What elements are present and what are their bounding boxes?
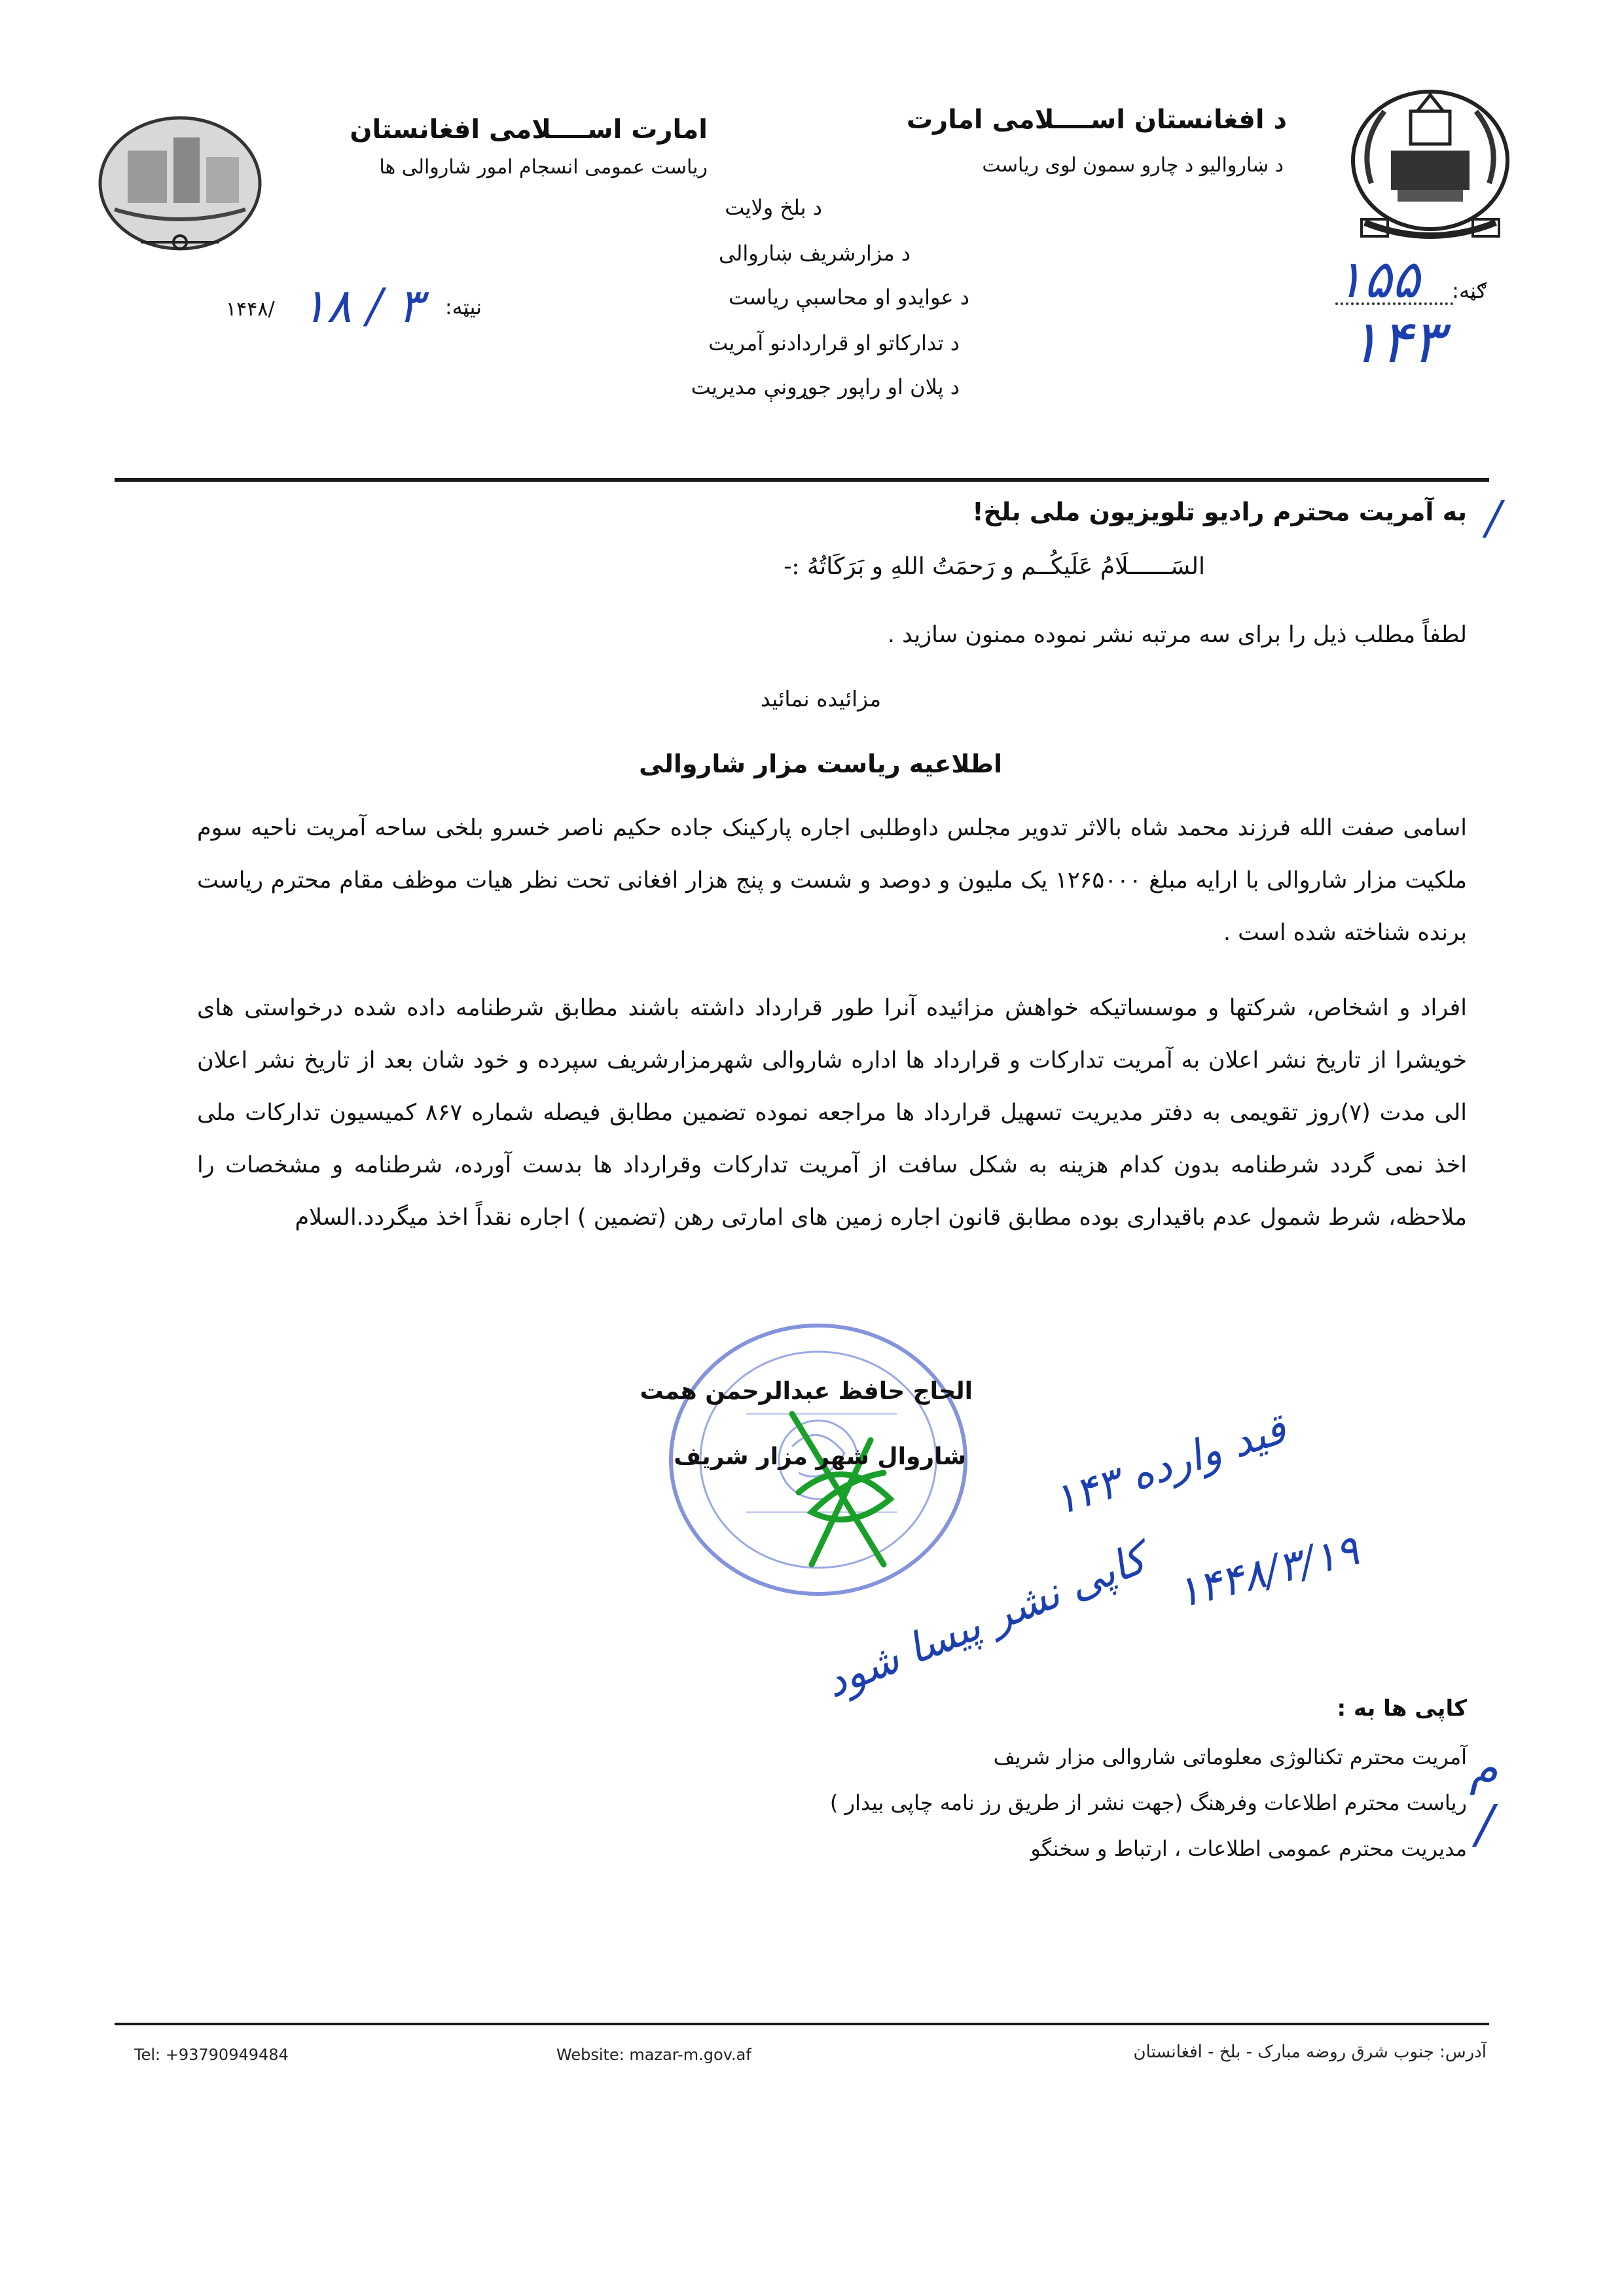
- green-signature: [772, 1401, 916, 1571]
- signatory-name: الحاج حافظ عبدالرحمن همت: [640, 1378, 973, 1405]
- handwritten-note: ۱۴۴۸/۳/۱۹: [1172, 1526, 1364, 1618]
- municipality-logo: [95, 111, 265, 262]
- copy-margin-mark: م: [1470, 1741, 1498, 1795]
- greeting: السَــــــلَامُ عَلَیکُــم و رَحمَتُ اللهِ و بَرَکَاتُهُ :-: [784, 553, 1205, 580]
- signature-icon: [772, 1401, 916, 1571]
- ref-number-handwritten: ۱۴۳: [1348, 308, 1444, 376]
- request-line: لطفاً مطلب ذیل را برای سه مرتبه نشر نموده ممنون سازید .: [887, 622, 1467, 648]
- addressee-line: د بلخ ولایت: [725, 195, 822, 220]
- footer-website: Website: mazar-m.gov.af: [556, 2046, 751, 2064]
- copies-label: کاپی ها به :: [1337, 1695, 1467, 1722]
- ref-number-handwritten: ۱۵۵: [1335, 249, 1420, 310]
- paragraph-instructions: افراد و اشخاص، شرکتها و موسساتیکه خواهش مزائیده آنرا طور قرارداد داشته باشند مطابق شرطنامه داده شده درخواستی های خویشرا از تاریخ نشر اعلان به آمریت تدارکات و قرارداد ها اداره شاروالی شهرمزارشریف سپرده و خود شان بعد از تاریخ نشر اعلان الی مدت (۷)روز تقویمی به دفتر مدیریت تسهیل قرارداد ها مراجعه نموده تضمین مطابق فیصله شماره ۸۶۷ کمیسیون تدارکات ملی اخذ نمی گردد شرطنامه بدون کدام هزینه به شکل سافت از آمریت تدارکات وقرارداد ها بدست آورده، شرطنامه و مشخصات را ملاحظه، شرط شمول عدم باقیداری بوده مطابق قانون اجاره زمین های امارتی رهن (تضمین ) اجاره نقداً اخذ میگردد.السلام: [197, 995, 1467, 1231]
- date-year: ۱۴۴۸/: [226, 298, 275, 321]
- margin-check-mark: /: [1486, 491, 1502, 545]
- announcement-title: اطلاعیه ریاست مزار شاروالی: [639, 750, 1002, 778]
- header-divider: [115, 478, 1489, 482]
- footer-divider: [115, 2023, 1489, 2025]
- announcement-type: مزائیده نمائید: [760, 686, 881, 712]
- addressee-line: د مزارشریف ښاروالی: [718, 241, 911, 266]
- header-right-subtitle: د ښاروالیو د چارو سمون لوی ریاست: [982, 154, 1284, 177]
- addressee-line: د تدارکاتو او قراردادنو آمریت: [708, 331, 960, 355]
- signatory-title: شاروال شهر مزار شریف: [674, 1443, 966, 1470]
- footer-address: آدرس: جنوب شرق روضه مبارک - بلخ - افغانستان: [1133, 2042, 1487, 2062]
- copy-recipient: آمریت محترم تکنالوژی معلوماتی شاروالی مزار شریف: [993, 1744, 1467, 1769]
- copy-recipient: مدیریت محترم عمومی اطلاعات ، ارتباط و سخنگو: [1030, 1836, 1467, 1861]
- date-label: نیټه:: [444, 295, 482, 319]
- paragraph-winner: اسامی صفت الله فرزند محمد شاه بالاثر تدویر مجلس داوطلبی اجاره پارکینک جاده حکیم ناصر خسرو بلخی ساحه آمریت ناحیه سوم ملکیت مزار شاروالی با ارایه مبلغ ۱۲۶۵۰۰۰ یک ملیون و دوصد و شست و پنج هزار افغانی تحت نظر هیات موظف مقام محترم ریاست برنده شناخته شده است .: [197, 815, 1467, 946]
- copy-margin-mark: /: [1476, 1794, 1494, 1854]
- emblem-icon: [1345, 85, 1515, 249]
- header-left-subtitle: ریاست عمومی انسجام امور شاروالی ها: [379, 156, 708, 179]
- header-right-title: د افغانستان اســــلامی امارت: [906, 105, 1287, 135]
- municipality-logo-icon: [95, 111, 265, 262]
- recipient: به آمریت محترم رادیو تلویزیون ملی بلخ!: [972, 497, 1467, 526]
- footer-tel: Tel: +93790949484: [134, 2046, 289, 2064]
- header-left-title: امارت اســــلامی افغانستان: [350, 115, 708, 145]
- handwritten-note: قید وارده ۱۴۳: [1047, 1404, 1292, 1526]
- afghanistan-emblem: [1345, 85, 1515, 249]
- addressee-line: د عوایدو او محاسبې ریاست: [729, 285, 969, 310]
- copy-recipient: ریاست محترم اطلاعات وفرهنگ (جهت نشر از طریق رز نامه چاپی بیدار ): [829, 1790, 1467, 1815]
- date-handwritten: ۱۸ / ۳: [301, 278, 424, 333]
- ref-number-label: ګڼه:: [1452, 278, 1487, 303]
- addressee-line: د پلان او راپور جوړونې مدیریت: [691, 374, 960, 399]
- handwritten-note: کاپی نشر پیسا شود: [818, 1534, 1153, 1708]
